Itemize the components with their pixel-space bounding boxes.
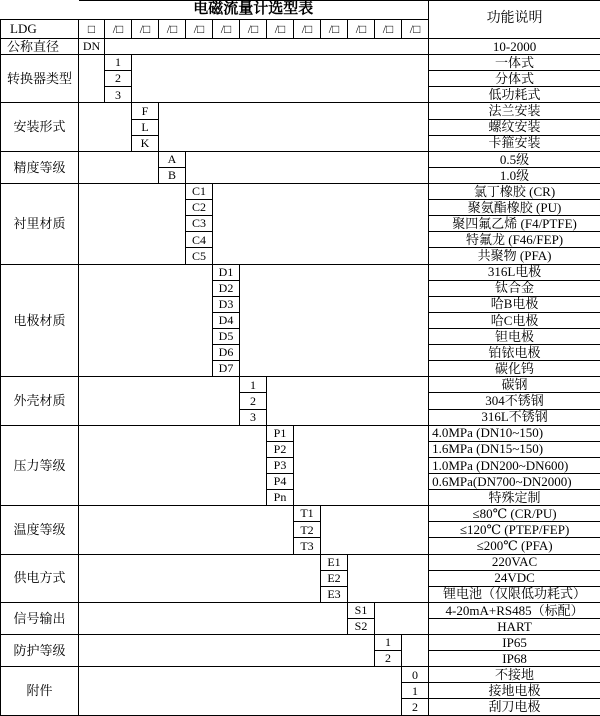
option-code-cell: C1 (186, 183, 213, 199)
option-desc-cell: 哈C电极 (429, 312, 600, 328)
option-code-cell: C3 (186, 216, 213, 232)
option-code-cell: A (159, 151, 186, 167)
option-row (1, 183, 600, 199)
option-desc-cell: 锂电池（仅限低功耗式） (429, 586, 600, 602)
group-label: 转换器类型 (1, 55, 79, 103)
option-code-cell: D2 (213, 280, 240, 296)
option-desc-cell: 卡箍安装 (429, 135, 600, 151)
option-desc-cell: 接地电极 (429, 683, 600, 699)
group-right-spacer (294, 425, 429, 506)
option-code-cell: D7 (213, 361, 240, 377)
group-right-spacer (321, 506, 429, 554)
option-desc-cell: 316L电极 (429, 264, 600, 280)
group-left-spacer (79, 151, 159, 183)
group-label: 温度等级 (1, 506, 79, 554)
option-code-cell: 1 (375, 635, 402, 651)
group-left-spacer (79, 635, 375, 667)
code-box-cell: /□ (132, 20, 159, 39)
option-desc-cell: 1.6MPa (DN15~150) (429, 441, 600, 457)
group-left-spacer (79, 667, 402, 716)
option-code-cell: C2 (186, 200, 213, 216)
option-desc-cell: 分体式 (429, 71, 600, 87)
option-code-cell: 1 (402, 683, 429, 699)
option-desc-cell: 铂铱电极 (429, 345, 600, 361)
option-code-cell: Pn (267, 490, 294, 506)
option-code-cell: E1 (321, 554, 348, 570)
group-right-spacer (105, 39, 429, 55)
option-code-cell: 2 (402, 699, 429, 716)
group-right-spacer (402, 635, 429, 667)
group-label: 精度等级 (1, 151, 79, 183)
option-desc-cell: 1.0MPa (DN200~DN600) (429, 457, 600, 473)
option-row (1, 425, 600, 441)
group-label: 供电方式 (1, 554, 79, 602)
option-code-cell: P2 (267, 441, 294, 457)
group-right-spacer (186, 151, 429, 183)
page-title: 电磁流量计选型表 (79, 1, 429, 20)
option-row (1, 667, 600, 683)
code-box-cell: /□ (375, 20, 402, 39)
option-code-cell: L (132, 119, 159, 135)
group-right-spacer (213, 183, 429, 264)
option-desc-cell: 螺纹安装 (429, 119, 600, 135)
group-label: 附件 (1, 667, 79, 716)
group-label: 安装形式 (1, 103, 79, 151)
option-desc-cell: 刮刀电极 (429, 699, 600, 716)
code-box-cell: □ (79, 20, 105, 39)
option-code-cell: S1 (348, 602, 375, 618)
option-code-cell: B (159, 167, 186, 183)
option-row (1, 55, 600, 71)
group-left-spacer (79, 506, 294, 554)
option-code-cell: F (132, 103, 159, 119)
option-code-cell: E2 (321, 570, 348, 586)
option-code-cell: D1 (213, 264, 240, 280)
option-desc-cell: 法兰安装 (429, 103, 600, 119)
group-left-spacer (79, 602, 348, 634)
group-label: 电极材质 (1, 264, 79, 377)
option-code-cell: 2 (375, 651, 402, 667)
option-code-cell: 3 (105, 87, 132, 103)
option-desc-cell: 4-20mA+RS485（标配） (429, 602, 600, 618)
option-desc-cell: 316L不锈钢 (429, 409, 600, 425)
group-right-spacer (375, 602, 429, 634)
option-desc-cell: 碳钢 (429, 377, 600, 393)
code-box-cell: /□ (213, 20, 240, 39)
option-code-cell: 0 (402, 667, 429, 683)
option-code-cell: S2 (348, 618, 375, 634)
option-desc-cell: ≤200℃ (PFA) (429, 538, 600, 554)
group-right-spacer (267, 377, 429, 425)
option-desc-cell: 一体式 (429, 55, 600, 71)
option-code-cell: C4 (186, 232, 213, 248)
option-code-cell: D5 (213, 328, 240, 344)
option-desc-cell: 碳化钨 (429, 361, 600, 377)
option-row (1, 635, 600, 651)
option-desc-cell: 聚四氟乙烯 (F4/PTFE) (429, 216, 600, 232)
group-left-spacer (79, 264, 213, 377)
option-code-cell: P3 (267, 457, 294, 473)
option-code-cell: 1 (240, 377, 267, 393)
group-left-spacer (79, 183, 186, 264)
group-label: 公称直径 (1, 39, 79, 55)
code-box-cell: /□ (105, 20, 132, 39)
option-desc-cell: 1.0级 (429, 167, 600, 183)
group-right-spacer (159, 103, 429, 151)
option-code-cell: T2 (294, 522, 321, 538)
title-row (1, 1, 600, 20)
option-desc-cell: 钽电极 (429, 328, 600, 344)
diameter-row (1, 39, 600, 55)
group-left-spacer (79, 377, 240, 425)
option-desc-cell: ≤80℃ (CR/PU) (429, 506, 600, 522)
option-code-cell: D4 (213, 312, 240, 328)
option-row (1, 377, 600, 393)
group-label: 衬里材质 (1, 183, 79, 264)
option-desc-cell: 共聚物 (PFA) (429, 248, 600, 264)
option-code-cell: K (132, 135, 159, 151)
model-prefix: LDG (1, 20, 79, 39)
option-row (1, 264, 600, 280)
code-box-cell: /□ (294, 20, 321, 39)
option-desc-cell: ≤120℃ (PTEP/FEP) (429, 522, 600, 538)
option-code-cell: 3 (240, 409, 267, 425)
option-row (1, 151, 600, 167)
option-desc-cell: HART (429, 618, 600, 634)
group-label: 信号输出 (1, 602, 79, 634)
option-code-cell: DN (79, 39, 105, 55)
option-code-cell: P1 (267, 425, 294, 441)
group-label: 防护等级 (1, 635, 79, 667)
option-desc-cell: 4.0MPa (DN10~150) (429, 425, 600, 441)
group-label: 外壳材质 (1, 377, 79, 425)
code-box-cell: /□ (159, 20, 186, 39)
group-right-spacer (132, 55, 429, 103)
option-code-cell: E3 (321, 586, 348, 602)
option-desc-cell: 氯丁橡胶 (CR) (429, 183, 600, 199)
option-row (1, 554, 600, 570)
option-desc-cell: 220VAC (429, 554, 600, 570)
option-desc-cell: IP68 (429, 651, 600, 667)
option-desc-cell: IP65 (429, 635, 600, 651)
code-box-cell: /□ (186, 20, 213, 39)
option-desc-cell: 10-2000 (429, 39, 600, 55)
option-code-cell: D3 (213, 296, 240, 312)
option-row (1, 602, 600, 618)
option-row (1, 506, 600, 522)
option-code-cell: C5 (186, 248, 213, 264)
code-box-cell: /□ (402, 20, 429, 39)
function-column-header: 功能说明 (429, 1, 600, 39)
option-code-cell: T1 (294, 506, 321, 522)
option-desc-cell: 24VDC (429, 570, 600, 586)
group-left-spacer (79, 425, 267, 506)
option-desc-cell: 特氟龙 (F46/FEP) (429, 232, 600, 248)
option-desc-cell: 聚氨酯橡胶 (PU) (429, 200, 600, 216)
option-code-cell: 2 (105, 71, 132, 87)
option-desc-cell: 不接地 (429, 667, 600, 683)
group-right-spacer (240, 264, 429, 377)
group-right-spacer (348, 554, 429, 602)
code-box-cell: /□ (348, 20, 375, 39)
option-code-cell: P4 (267, 473, 294, 489)
code-box-cell: /□ (240, 20, 267, 39)
code-box-cell: /□ (321, 20, 348, 39)
option-desc-cell: 特殊定制 (429, 490, 600, 506)
option-desc-cell: 304不锈钢 (429, 393, 600, 409)
option-desc-cell: 0.6MPa(DN700~DN2000) (429, 473, 600, 489)
option-desc-cell: 钛合金 (429, 280, 600, 296)
group-left-spacer (79, 103, 132, 151)
group-left-spacer (79, 554, 321, 602)
option-code-cell: 2 (240, 393, 267, 409)
option-code-cell: T3 (294, 538, 321, 554)
corner-cell (1, 1, 79, 20)
option-desc-cell: 哈B电极 (429, 296, 600, 312)
option-code-cell: D6 (213, 345, 240, 361)
code-box-cell: /□ (267, 20, 294, 39)
group-left-spacer (79, 55, 105, 103)
option-code-cell: 1 (105, 55, 132, 71)
selection-table-body (1, 1, 600, 716)
option-desc-cell: 0.5级 (429, 151, 600, 167)
option-row (1, 103, 600, 119)
group-label: 压力等级 (1, 425, 79, 506)
option-desc-cell: 低功耗式 (429, 87, 600, 103)
